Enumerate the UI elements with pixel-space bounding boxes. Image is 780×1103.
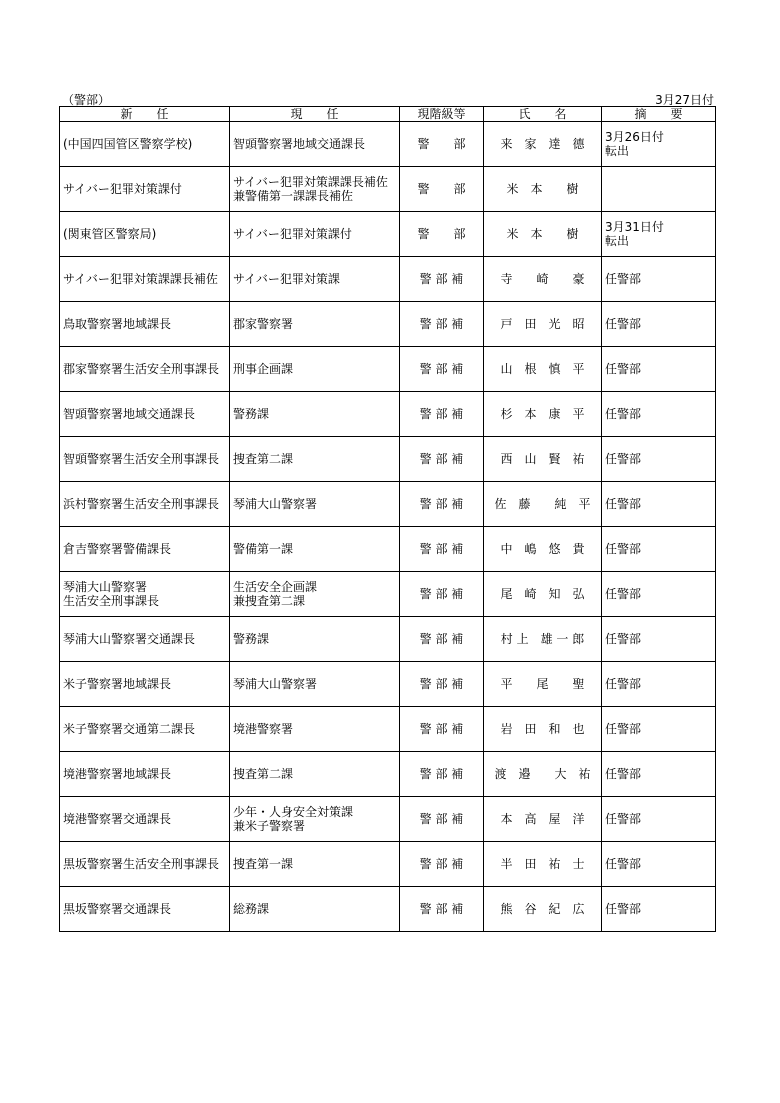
table-body: [60, 122, 716, 932]
rank-cell: 警 部 補: [400, 347, 484, 392]
header-rank: 現階級等: [400, 107, 484, 122]
rank-cell: 警 部 補: [400, 257, 484, 302]
table-row: [60, 392, 716, 437]
name-cell: 来 家 達 德: [484, 122, 602, 167]
table-row: [60, 437, 716, 482]
current-post-cell: サイバー犯罪対策課付: [230, 212, 400, 257]
table-row: [60, 797, 716, 842]
current-post-cell: サイバー犯罪対策課課長補佐 兼警備第一課課長補佐: [230, 167, 400, 212]
table-row: [60, 167, 716, 212]
table-row: [60, 482, 716, 527]
new-post-cell: 智頭警察署生活安全刑事課長: [60, 437, 230, 482]
rank-cell: 警 部 補: [400, 527, 484, 572]
new-post-cell: 琴浦大山警察署 生活安全刑事課長: [60, 572, 230, 617]
rank-cell: 警 部: [400, 167, 484, 212]
name-cell: 佐 藤 純 平: [484, 482, 602, 527]
header-new-post: 新 任: [60, 107, 230, 122]
name-cell: 岩 田 和 也: [484, 707, 602, 752]
remarks-cell: 任警部: [602, 257, 716, 302]
rank-cell: 警 部 補: [400, 842, 484, 887]
effective-date: 3月27日付: [655, 93, 714, 107]
new-post-cell: 倉吉警察署警備課長: [60, 527, 230, 572]
new-post-cell: 浜村警察署生活安全刑事課長: [60, 482, 230, 527]
current-post-cell: 刑事企画課: [230, 347, 400, 392]
current-post-cell: サイバー犯罪対策課: [230, 257, 400, 302]
rank-cell: 警 部 補: [400, 572, 484, 617]
remarks-cell: 任警部: [602, 347, 716, 392]
rank-cell: 警 部 補: [400, 707, 484, 752]
name-cell: 杉 本 康 平: [484, 392, 602, 437]
rank-cell: 警 部 補: [400, 302, 484, 347]
name-cell: 中 嶋 悠 貴: [484, 527, 602, 572]
new-post-cell: 鳥取警察署地域課長: [60, 302, 230, 347]
table-row: [60, 617, 716, 662]
new-post-cell: サイバー犯罪対策課付: [60, 167, 230, 212]
section-caption: （警部）: [62, 93, 111, 107]
current-post-cell: 生活安全企画課 兼捜査第二課: [230, 572, 400, 617]
new-post-cell: (関東管区警察局): [60, 212, 230, 257]
name-cell: 本 高 屋 洋: [484, 797, 602, 842]
rank-cell: 警 部 補: [400, 617, 484, 662]
new-post-cell: サイバー犯罪対策課課長補佐: [60, 257, 230, 302]
remarks-cell: 任警部: [602, 752, 716, 797]
current-post-cell: 警備第一課: [230, 527, 400, 572]
remarks-cell: 3月26日付 転出: [602, 122, 716, 167]
name-cell: 熊 谷 紀 広: [484, 887, 602, 932]
current-post-cell: 少年・人身安全対策課 兼米子警察署: [230, 797, 400, 842]
remarks-cell: 任警部: [602, 887, 716, 932]
name-cell: 平 尾 聖: [484, 662, 602, 707]
rank-cell: 警 部: [400, 212, 484, 257]
current-post-cell: 捜査第二課: [230, 437, 400, 482]
name-cell: 寺 崎 豪: [484, 257, 602, 302]
current-post-cell: 警務課: [230, 617, 400, 662]
remarks-cell: 任警部: [602, 392, 716, 437]
table-row: [60, 707, 716, 752]
remarks-cell: 任警部: [602, 527, 716, 572]
table-row: [60, 302, 716, 347]
table-row: [60, 122, 716, 167]
new-post-cell: 境港警察署交通課長: [60, 797, 230, 842]
rank-cell: 警 部: [400, 122, 484, 167]
remarks-cell: 任警部: [602, 707, 716, 752]
current-post-cell: 琴浦大山警察署: [230, 482, 400, 527]
current-post-cell: 総務課: [230, 887, 400, 932]
current-post-cell: 捜査第一課: [230, 842, 400, 887]
header-remarks: 摘 要: [602, 107, 716, 122]
header-row: [60, 107, 716, 122]
remarks-cell: 任警部: [602, 797, 716, 842]
name-cell: 半 田 祐 士: [484, 842, 602, 887]
current-post-cell: 捜査第二課: [230, 752, 400, 797]
new-post-cell: 米子警察署地域課長: [60, 662, 230, 707]
new-post-cell: 黒坂警察署生活安全刑事課長: [60, 842, 230, 887]
remarks-cell: [602, 167, 716, 212]
new-post-cell: 智頭警察署地域交通課長: [60, 392, 230, 437]
remarks-cell: 任警部: [602, 302, 716, 347]
table-row: [60, 662, 716, 707]
rank-cell: 警 部 補: [400, 662, 484, 707]
current-post-cell: 境港警察署: [230, 707, 400, 752]
name-cell: 戸 田 光 昭: [484, 302, 602, 347]
name-cell: 尾 崎 知 弘: [484, 572, 602, 617]
rank-cell: 警 部 補: [400, 482, 484, 527]
table-row: [60, 257, 716, 302]
name-cell: 山 根 慎 平: [484, 347, 602, 392]
header-name: 氏 名: [484, 107, 602, 122]
remarks-cell: 任警部: [602, 662, 716, 707]
rank-cell: 警 部 補: [400, 392, 484, 437]
table-row: [60, 752, 716, 797]
new-post-cell: 黒坂警察署交通課長: [60, 887, 230, 932]
remarks-cell: 3月31日付 転出: [602, 212, 716, 257]
name-cell: 米 本 樹: [484, 167, 602, 212]
table-row: [60, 347, 716, 392]
new-post-cell: 米子警察署交通第二課長: [60, 707, 230, 752]
table-row: [60, 527, 716, 572]
remarks-cell: 任警部: [602, 842, 716, 887]
new-post-cell: (中国四国管区警察学校): [60, 122, 230, 167]
header-current-post: 現 任: [230, 107, 400, 122]
new-post-cell: 境港警察署地域課長: [60, 752, 230, 797]
name-cell: 渡 邉 大 祐: [484, 752, 602, 797]
name-cell: 米 本 樹: [484, 212, 602, 257]
current-post-cell: 琴浦大山警察署: [230, 662, 400, 707]
remarks-cell: 任警部: [602, 617, 716, 662]
remarks-cell: 任警部: [602, 482, 716, 527]
current-post-cell: 智頭警察署地域交通課長: [230, 122, 400, 167]
current-post-cell: 警務課: [230, 392, 400, 437]
personnel-table: [59, 106, 716, 932]
rank-cell: 警 部 補: [400, 752, 484, 797]
table-row: [60, 212, 716, 257]
current-post-cell: 郡家警察署: [230, 302, 400, 347]
remarks-cell: 任警部: [602, 437, 716, 482]
remarks-cell: 任警部: [602, 572, 716, 617]
name-cell: 村 上 雄 一 郎: [484, 617, 602, 662]
table-row: [60, 572, 716, 617]
rank-cell: 警 部 補: [400, 437, 484, 482]
new-post-cell: 郡家警察署生活安全刑事課長: [60, 347, 230, 392]
table-row: [60, 887, 716, 932]
new-post-cell: 琴浦大山警察署交通課長: [60, 617, 230, 662]
table-row: [60, 842, 716, 887]
name-cell: 西 山 賢 祐: [484, 437, 602, 482]
rank-cell: 警 部 補: [400, 887, 484, 932]
rank-cell: 警 部 補: [400, 797, 484, 842]
